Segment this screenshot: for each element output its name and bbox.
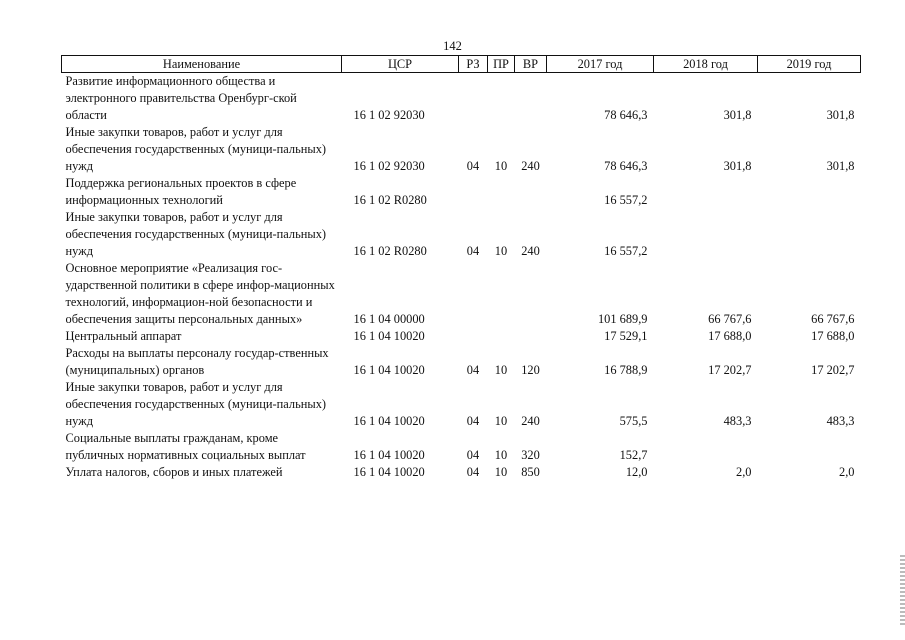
table-row [62,175,861,209]
budget-table [61,55,861,481]
cell-csr: 16 1 02 R0280 [353,244,427,258]
cell-csr: 16 1 04 10020 [353,329,425,343]
cell-pr [488,73,515,125]
cell-csr: 16 1 04 10020 [353,363,425,377]
cell-2017: 16 557,2 [604,244,648,258]
cell-csr: 16 1 04 00000 [353,312,425,326]
header-csr: ЦСР [342,56,459,73]
cell-vr: 850 [521,465,540,479]
cell-vr: 240 [521,244,540,258]
cell-pr: 10 [494,244,508,258]
cell-name: Расходы на выплаты персоналу государ-ственных (муниципальных) органов [65,346,329,377]
cell-2017: 12,0 [625,465,648,479]
cell-pr [488,328,515,345]
cell-rz [459,175,488,209]
cell-2017: 101 689,9 [597,312,648,326]
cell-2019: 483,3 [826,414,855,428]
cell-vr: 320 [521,448,540,462]
header-2018: 2018 год [654,56,758,73]
table-row [62,328,861,345]
table-header [62,56,861,73]
cell-2019 [758,209,861,260]
cell-2018: 483,3 [723,414,752,428]
cell-csr: 16 1 04 10020 [353,465,425,479]
table-row [62,464,861,481]
cell-2018: 301,8 [723,108,752,122]
cell-rz [459,260,488,328]
cell-pr: 10 [494,363,508,377]
cell-2017: 152,7 [619,448,648,462]
cell-2019: 17 202,7 [811,363,855,377]
cell-rz: 04 [466,244,480,258]
cell-name: Иные закупки товаров, работ и услуг для обеспечения государственных (муници-пальных) нужд [65,210,327,258]
table-row [62,124,861,175]
cell-rz: 04 [466,363,480,377]
cell-csr: 16 1 04 10020 [353,414,425,428]
cell-2019 [758,175,861,209]
header-pr: ПР [488,56,515,73]
cell-rz: 04 [466,465,480,479]
cell-vr [515,175,547,209]
cell-pr: 10 [494,414,508,428]
header-rz: РЗ [459,56,488,73]
cell-name: Развитие информационного общества и электронного правительства Оренбург-ской области [65,74,297,122]
table-row [62,345,861,379]
cell-vr: 240 [521,414,540,428]
cell-rz: 04 [466,448,480,462]
cell-vr: 240 [521,159,540,173]
cell-2017: 16 788,9 [604,363,648,377]
cell-name: Основное мероприятие «Реализация гос-ударственной политики в сфере инфор-мационных технологий, информацион-ной безопасности и обеспечения защиты персональных данных» [65,261,335,326]
cell-2019 [758,430,861,464]
cell-rz: 04 [466,414,480,428]
cell-2017: 78 646,3 [604,159,648,173]
cell-csr: 16 1 04 10020 [353,448,425,462]
cell-name: Уплата налогов, сборов и иных платежей [65,465,283,479]
cell-name: Поддержка региональных проектов в сфере информационных технологий [65,176,297,207]
header-2017: 2017 год [547,56,654,73]
table-row [62,260,861,328]
cell-2019: 17 688,0 [811,329,855,343]
cell-vr [515,73,547,125]
cell-vr [515,260,547,328]
cell-pr: 10 [494,159,508,173]
cell-name: Социальные выплаты гражданам, кроме публичных нормативных социальных выплат [65,431,306,462]
cell-pr [488,175,515,209]
cell-name: Иные закупки товаров, работ и услуг для обеспечения государственных (муници-пальных) нужд [65,380,327,428]
header-row [62,56,861,73]
cell-2018: 301,8 [723,159,752,173]
cell-2018 [654,175,758,209]
cell-pr: 10 [494,448,508,462]
cell-rz [459,328,488,345]
cell-name: Иные закупки товаров, работ и услуг для обеспечения государственных (муници-пальных) нужд [65,125,327,173]
cell-name: Центральный аппарат [65,329,182,343]
cell-2019: 301,8 [826,108,855,122]
header-name: Наименование [62,56,342,73]
cell-2017: 16 557,2 [604,193,648,207]
cell-2018 [654,430,758,464]
cell-vr [515,328,547,345]
cell-2018 [654,209,758,260]
cell-vr: 120 [521,363,540,377]
cell-rz: 04 [466,159,480,173]
cell-2019: 66 767,6 [811,312,855,326]
cell-pr: 10 [494,465,508,479]
cell-2018: 17 688,0 [708,329,752,343]
header-2019: 2019 год [758,56,861,73]
cell-pr [488,260,515,328]
cell-csr: 16 1 02 R0280 [353,193,427,207]
cell-2017: 78 646,3 [604,108,648,122]
table-body [62,73,861,482]
cell-2017: 575,5 [619,414,648,428]
page-number: 142 [443,39,462,53]
cell-2017: 17 529,1 [604,329,648,343]
table-row [62,430,861,464]
cell-2018: 17 202,7 [708,363,752,377]
cell-rz [459,73,488,125]
cell-csr: 16 1 02 92030 [353,159,425,173]
cell-2018: 66 767,6 [708,312,752,326]
scan-edge-mark [900,555,905,627]
cell-2019: 301,8 [826,159,855,173]
cell-2019: 2,0 [839,465,855,479]
table-row [62,73,861,125]
header-vr: ВР [515,56,547,73]
cell-csr: 16 1 02 92030 [353,108,425,122]
table-row [62,209,861,260]
table-row [62,379,861,430]
cell-2018: 2,0 [736,465,752,479]
